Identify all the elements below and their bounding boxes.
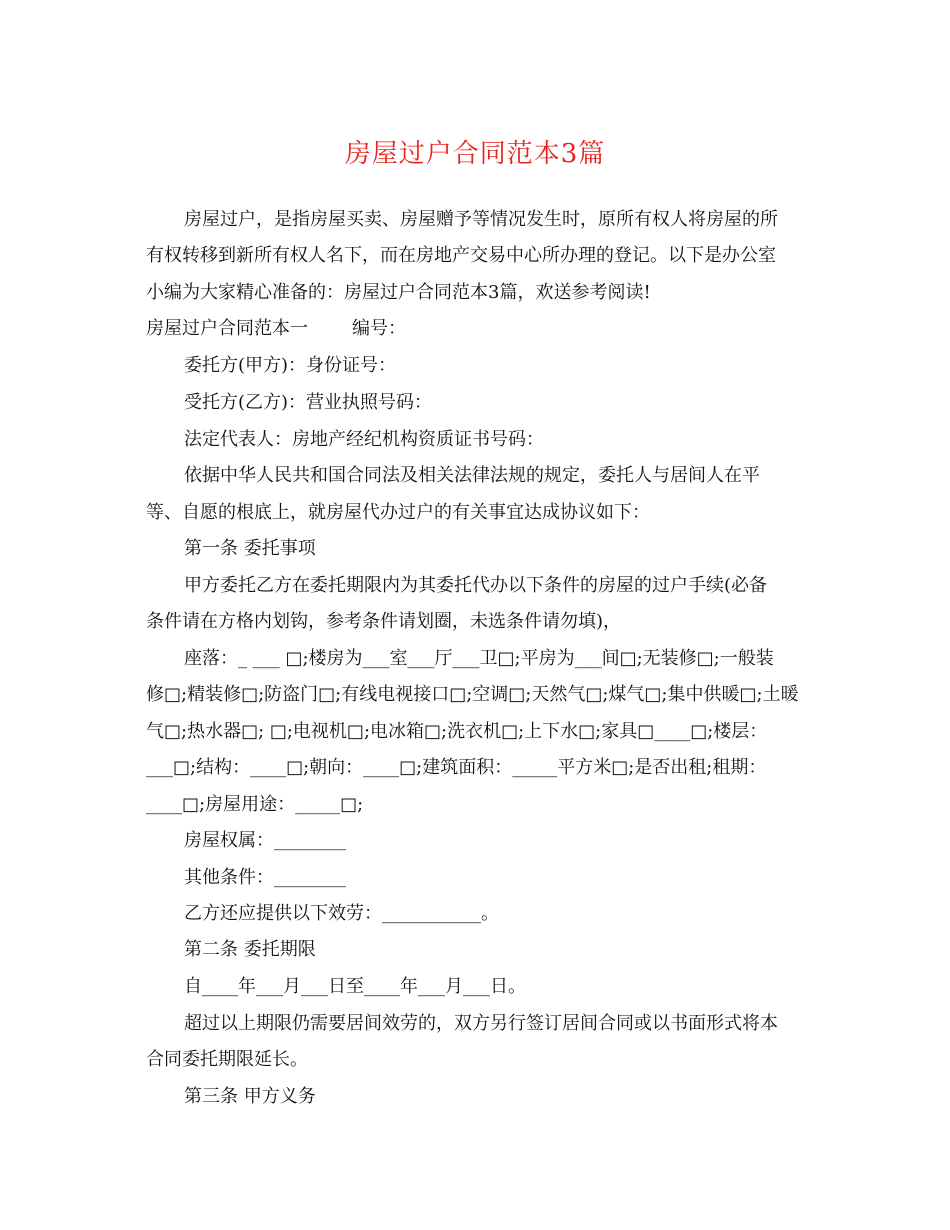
location-line-5: ____□;房屋用途：_____□; (146, 794, 364, 815)
legal-rep-line: 法定代表人：房地产经纪机构资质证书号码： (184, 429, 544, 450)
extension-line-2: 合同委托期限延长。 (146, 1049, 308, 1070)
article-1-line-2: 条件请在方格内划钩，参考条件请划圈，未选条件请勿填)， (146, 611, 622, 632)
contract-heading: 房屋过户合同范本一 (146, 318, 308, 339)
agent-services-line: 乙方还应提供以下效劳：___________。 (184, 903, 499, 924)
article-2-title: 第二条 委托期限 (184, 939, 316, 960)
location-line-3: 气□;热水器□; □;电视机□;电冰箱□;洗衣机□;上下水□;家具□____□;楼层： (146, 721, 768, 742)
intro-line-2: 有权转移到新所有权人名下，而在房地产交易中心所办理的登记。以下是办公室 (146, 245, 776, 266)
article-1-title: 第一条 委托事项 (184, 538, 316, 559)
period-line: 自____年___月___日至____年___月___日。 (184, 976, 526, 997)
article-1-line-1: 甲方委托乙方在委托期限内为其委托代办以下条件的房屋的过户手续(必备 (184, 575, 768, 596)
intro-line-1: 房屋过户，是指房屋买卖、房屋赠予等情况发生时，原所有权人将房屋的所 (184, 209, 778, 230)
basis-line-2: 等、自愿的根底上，就房屋代办过户的有关事宜达成协议如下： (146, 502, 650, 523)
extension-line-1: 超过以上期限仍需要居间效劳的，双方另行签订居间合同或以书面形式将本 (184, 1013, 778, 1034)
principal-line: 委托方(甲方)：身份证号： (184, 355, 397, 376)
article-3-title: 第三条 甲方义务 (184, 1086, 316, 1107)
number-label: 编号： (352, 318, 406, 339)
other-conditions-line: 其他条件：________ (184, 867, 346, 888)
document-title: 房屋过户合同范本3篇 (344, 139, 606, 169)
basis-line-1: 依据中华人民共和国合同法及相关法律法规的规定，委托人与居间人在平 (184, 465, 760, 486)
location-line-4: ___□;结构：____□;朝向：____□;建筑面积：_____平方米□;是否出租;租期： (146, 757, 767, 778)
location-line-2: 修□;精装修□;防盗门□;有线电视接口□;空调□;天然气□;煤气□;集中供暖□;土暖 (146, 684, 799, 705)
location-line-1: 座落：_ ___ □;楼房为___室___厅___卫□;平房为___间□;无装修□;一般装 (184, 648, 774, 669)
agent-line: 受托方(乙方)：营业执照号码： (184, 392, 433, 413)
ownership-line: 房屋权属：________ (184, 830, 346, 851)
intro-line-3: 小编为大家精心准备的：房屋过户合同范本3篇，欢送参考阅读! (146, 282, 651, 303)
